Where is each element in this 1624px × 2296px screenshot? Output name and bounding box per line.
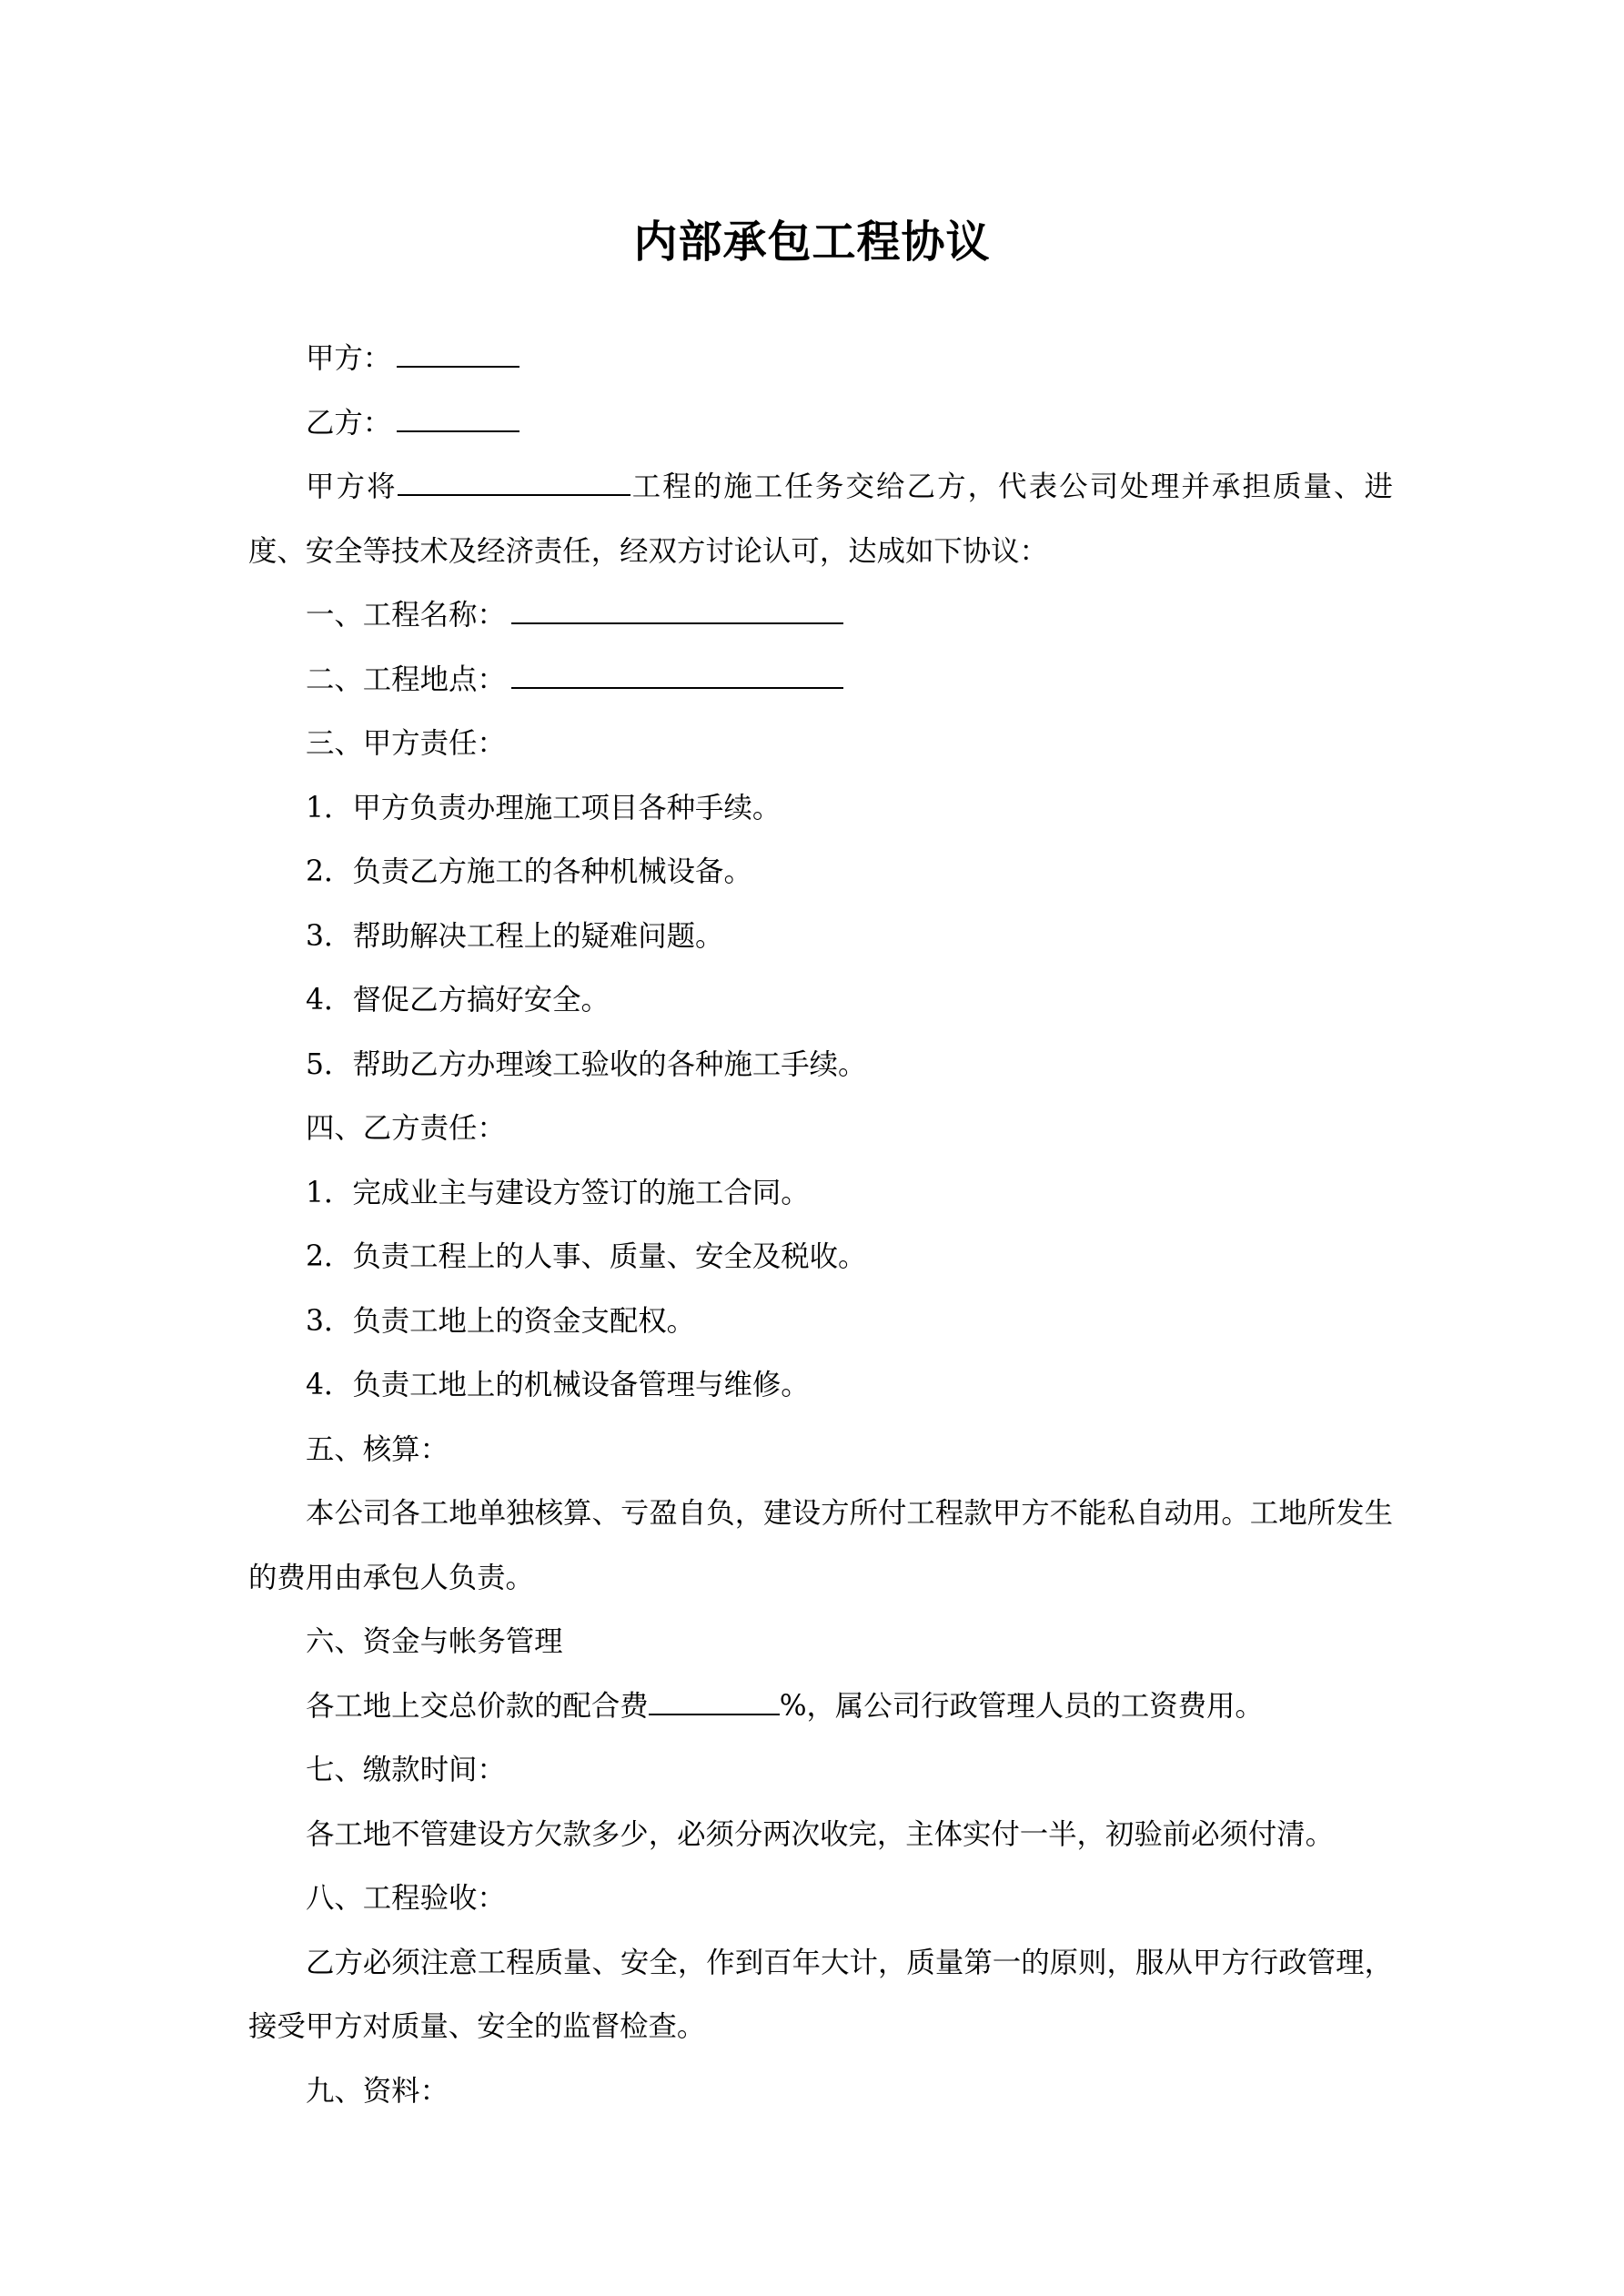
party-b-label: 乙方： [306, 406, 392, 440]
project-name-label: 一、工程名称： [306, 599, 506, 632]
document-title: 内部承包工程协议 [633, 217, 991, 268]
list-item: 2．负责乙方施工的各种机械设备。 [306, 855, 752, 888]
section-heading: 七、缴款时间： [306, 1754, 506, 1786]
party-b-blank[interactable] [397, 407, 519, 432]
fee-percent-blank[interactable] [649, 1690, 780, 1715]
section-heading: 九、资料： [306, 2074, 449, 2108]
project-location-blank[interactable] [511, 663, 843, 689]
party-b-line [248, 391, 1393, 456]
section-heading: 五、核算： [306, 1432, 449, 1466]
list-item: 5．帮助乙方办理竣工验收的各种施工手续。 [306, 1047, 867, 1081]
intro-before: 甲方将 [306, 470, 398, 503]
fee-before: 各工地上交总价款的配合费 [306, 1689, 649, 1723]
list-item: 3．负责工地上的资金支配权。 [306, 1304, 696, 1338]
section-heading: 四、乙方责任： [306, 1112, 506, 1145]
list-item: 4．负责工地上的机械设备管理与维修。 [306, 1369, 810, 1401]
party-a-blank[interactable] [397, 342, 519, 368]
list-item: 4．督促乙方搞好安全。 [306, 984, 610, 1017]
document-body [248, 327, 1393, 2123]
section-paragraph: 本公司各工地单独核算、亏盈自负，建设方所付工程款甲方不能私自动用。工地所发生的费用由承包人负责。 [248, 1497, 1393, 1594]
list-item: 2．负责工程上的人事、质量、安全及税收。 [306, 1240, 867, 1273]
party-a-line [248, 327, 1393, 391]
project-location-line [248, 648, 1393, 713]
section-heading: 六、资金与帐务管理 [306, 1625, 563, 1658]
project-name-blank[interactable] [511, 599, 843, 624]
fee-paragraph [248, 1674, 1393, 1739]
project-name-line [248, 583, 1393, 648]
list-item: 3．帮助解决工程上的疑难问题。 [306, 919, 724, 953]
intro-paragraph [248, 455, 1393, 583]
list-item: 1．完成业主与建设方签订的施工合同。 [306, 1176, 810, 1209]
party-a-label: 甲方： [306, 342, 392, 375]
section-paragraph: 乙方必须注意工程质量、安全，作到百年大计，质量第一的原则，服从甲方行政管理，接受甲方对质量、安全的监督检查。 [248, 1946, 1393, 2043]
section-heading: 三、甲方责任： [306, 727, 506, 760]
project-blank[interactable] [398, 470, 630, 496]
intro-after: 工程的施工任务交给乙方，代表公司处理并承担质量、进度、安全等技术及经济责任，经双方讨论认可，达成如下协议： [248, 470, 1393, 568]
project-location-label: 二、工程地点： [306, 663, 506, 696]
section-heading: 八、工程验收： [306, 1882, 506, 1915]
fee-after: %，属公司行政管理人员的工资费用。 [779, 1689, 1264, 1723]
list-item: 1．甲方负责办理施工项目各种手续。 [306, 791, 782, 824]
section-paragraph: 各工地不管建设方欠款多少，必须分两次收完，主体实付一半，初验前必须付清。 [306, 1817, 1335, 1851]
